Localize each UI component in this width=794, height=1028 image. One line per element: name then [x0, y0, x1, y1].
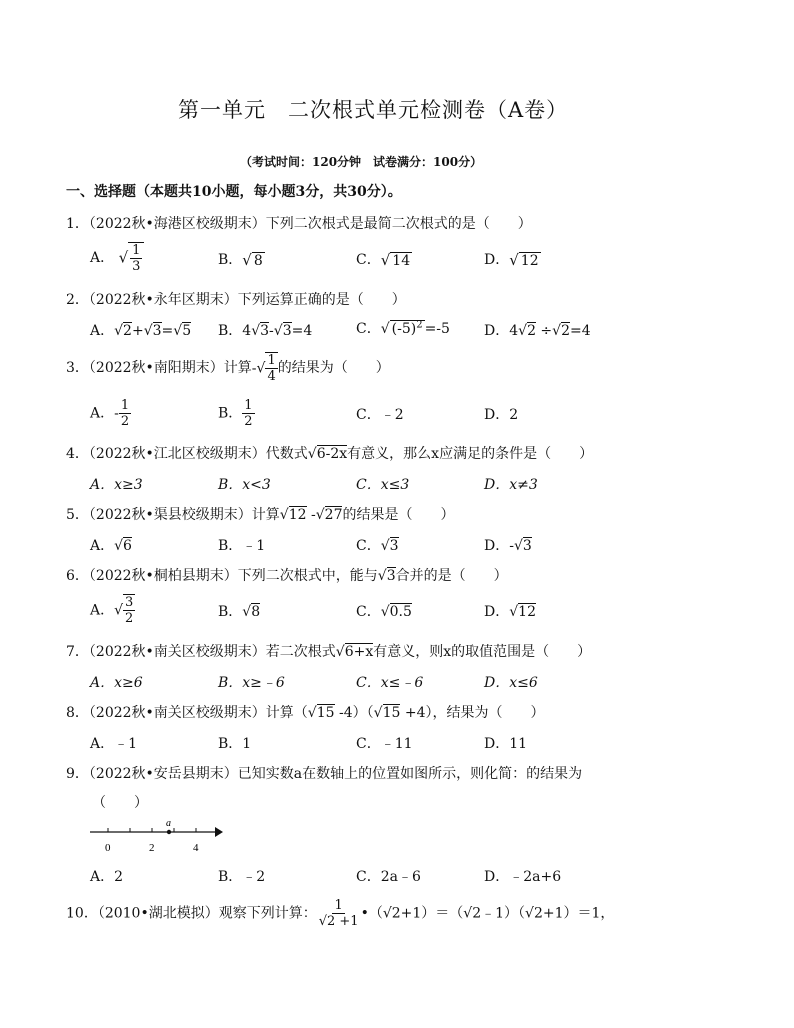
option-label: B．	[218, 323, 243, 339]
q6-option-b[interactable]: B．√8	[218, 604, 261, 620]
section-heading: 一、选择题（本题共10小题，每小题3分，共30分）。	[66, 184, 402, 200]
radicand: 12	[520, 253, 539, 269]
q9-answer-paren: （ ）	[92, 795, 148, 811]
exam-info: （考试时间：120分钟 试卷满分：100分）	[240, 155, 483, 169]
q3-option-b[interactable]: B． $\frac{1}{2}$	[218, 398, 253, 429]
option-label: D．	[484, 604, 510, 620]
radicand: 8	[253, 253, 263, 269]
q6-option-c[interactable]: C．√0.5	[356, 604, 412, 620]
question-7-stem: 7．（2022秋•南关区校级期末）若二次根式√6+x有意义，则x的取值范围是（ ）	[66, 644, 592, 660]
question-6-stem: 6．（2022秋•桐柏县期末）下列二次根式中，能与√3合并的是（ ）	[66, 568, 508, 584]
q7-option-a[interactable]: A．x≥6	[90, 675, 143, 691]
q5-option-b[interactable]: B．﹣1	[218, 538, 266, 554]
q3-option-a[interactable]: A．- $\frac{1}{2}$	[90, 398, 130, 429]
q4-option-d[interactable]: D．x≠3	[484, 477, 538, 493]
q5-option-a[interactable]: A．√6	[90, 538, 132, 554]
q8-option-a[interactable]: A．﹣1	[90, 736, 138, 752]
number-line	[90, 820, 230, 860]
q5-option-d[interactable]: D．-√3	[484, 538, 532, 554]
stem-text: 有意义，则x的取值范围是（ ）	[373, 644, 592, 660]
stem-text: 5．（2022秋•渠县校级期末）计算	[66, 507, 280, 523]
option-label: D．	[484, 538, 510, 554]
question-2-stem: 2．（2022秋•永年区期末）下列运算正确的是（ ）	[66, 292, 406, 308]
question-8-stem: 8．（2022秋•南关区校级期末）计算（√15 -4）（√15 +4），结果为（ ）	[66, 705, 545, 721]
stem-text: 4．（2022秋•江北区校级期末）代数式	[66, 446, 308, 462]
option-label: D．	[484, 323, 510, 339]
den: 3	[132, 259, 141, 274]
q7-option-c[interactable]: C．x≤﹣6	[356, 675, 424, 691]
question-10-stem: 10．（2010•湖北模拟）观察下列计算： $\frac{1}{√2 +1}$ •（√2+1）＝（√2﹣1）（√2+1）＝1，	[66, 898, 615, 929]
option-label: C．	[356, 604, 381, 620]
stem-text: ，结果为（ ）	[432, 705, 545, 721]
q4-option-c[interactable]: C．x≤3	[356, 477, 410, 493]
axis-arrow-icon	[215, 827, 223, 837]
option-label: B．	[218, 405, 243, 422]
q1-option-d[interactable]	[484, 249, 541, 269]
option-label: C．	[356, 321, 381, 337]
stem-text: 6．（2022秋•桐柏县期末）下列二次根式中，能与	[66, 568, 378, 584]
sqrt: √ 12	[509, 251, 539, 269]
q1-option-a[interactable]	[90, 242, 144, 274]
option-label: A．	[90, 538, 115, 554]
point-a	[167, 830, 171, 834]
q8-option-c[interactable]: C．﹣11	[356, 736, 413, 752]
q9-option-b[interactable]: B．﹣2	[218, 869, 266, 885]
tick-label: 4	[193, 842, 199, 854]
tick-label: 2	[149, 842, 155, 854]
q9-option-a[interactable]: A．2	[90, 869, 124, 885]
q4-option-a[interactable]: A．x≥3	[90, 477, 143, 493]
q8-option-d[interactable]: D．11	[484, 736, 528, 752]
stem-text: 10．（2010•湖北模拟）观察下列计算：	[66, 905, 317, 922]
q5-option-c[interactable]: C．√3	[356, 538, 399, 554]
option-label: A．	[90, 602, 115, 619]
stem-text: 有意义，那么x应满足的条件是（ ）	[347, 446, 594, 462]
question-1-stem: 1．（2022秋•海港区校级期末）下列二次根式是最简二次根式的是（ ）	[66, 216, 532, 232]
q6-option-a[interactable]: A．√ $\frac{3}{2}$	[90, 595, 134, 626]
q1-option-c[interactable]	[356, 249, 412, 269]
tick-label: 0	[105, 842, 111, 854]
option-label: B．	[218, 252, 243, 268]
sqrt: √ 14	[380, 251, 411, 269]
point-label: a	[166, 820, 171, 829]
sqrt-frac: √ $\frac{1}{3}$	[119, 242, 145, 274]
radicand: 6+x	[344, 644, 374, 660]
stem-text: 7．（2022秋•南关区校级期末）若二次根式	[66, 644, 336, 660]
q2-option-a[interactable]: A．√2+√3=√5	[90, 323, 192, 339]
q2-option-d[interactable]: D．4√2 ÷√2=4	[484, 323, 591, 339]
option-label: C．	[356, 252, 381, 268]
question-9-stem: 9．（2022秋•安岳县期末）已知实数a在数轴上的位置如图所示，则化简：的结果为	[66, 766, 583, 782]
option-label: D．	[484, 252, 510, 268]
q1-option-b[interactable]	[218, 249, 265, 269]
stem-text: •（√2+1）＝（√2﹣1）（√2+1）＝1，	[360, 905, 615, 922]
q3-option-d[interactable]: D．2	[484, 407, 519, 423]
q4-option-b[interactable]: B．x<3	[218, 477, 271, 493]
stem-text: 的结果是（ ）	[342, 507, 455, 523]
question-4-stem: 4．（2022秋•江北区校级期末）代数式√6-2x有意义，那么x应满足的条件是（ ）	[66, 446, 594, 462]
stem-text: 合并的是（ ）	[395, 568, 508, 584]
option-label: B．	[218, 604, 243, 620]
q3-option-c[interactable]: C．﹣2	[356, 407, 404, 423]
radicand: 14	[392, 253, 411, 269]
question-5-stem: 5．（2022秋•渠县校级期末）计算√12 -√27的结果是（ ）	[66, 507, 455, 523]
sqrt: √ 8	[242, 251, 263, 269]
option-label: A．	[90, 405, 115, 422]
q7-option-b[interactable]: B．x≥﹣6	[218, 675, 285, 691]
q2-option-c[interactable]: C．√ $(-5)^2 =-5$	[356, 319, 450, 337]
q9-option-c[interactable]: C．2a﹣6	[356, 869, 421, 885]
q9-option-d[interactable]: D．﹣2a+6	[484, 869, 562, 885]
q8-option-b[interactable]: B．1	[218, 736, 252, 752]
option-label: C．	[356, 538, 381, 554]
stem-text: 3．（2022秋•南阳期末）计算	[66, 360, 252, 376]
question-3-stem: 3．（2022秋•南阳期末）计算-√ $\frac{1}{4}$ 的结果为（ ）	[66, 353, 390, 384]
num: 1	[132, 243, 141, 258]
page-title: 第一单元 二次根式单元检测卷（A卷）	[178, 98, 569, 122]
q7-option-d[interactable]: D．x≤6	[484, 675, 538, 691]
q6-option-d[interactable]: D．√12	[484, 604, 536, 620]
option-label: A．	[90, 250, 115, 266]
radicand: 6-2x	[316, 446, 348, 462]
stem-text: 的结果为（ ）	[277, 360, 390, 376]
option-label: A．	[90, 323, 115, 339]
q2-option-b[interactable]: B．4√3-√3=4	[218, 323, 313, 339]
stem-text: 8．（2022秋•南关区校级期末）计算	[66, 705, 294, 721]
